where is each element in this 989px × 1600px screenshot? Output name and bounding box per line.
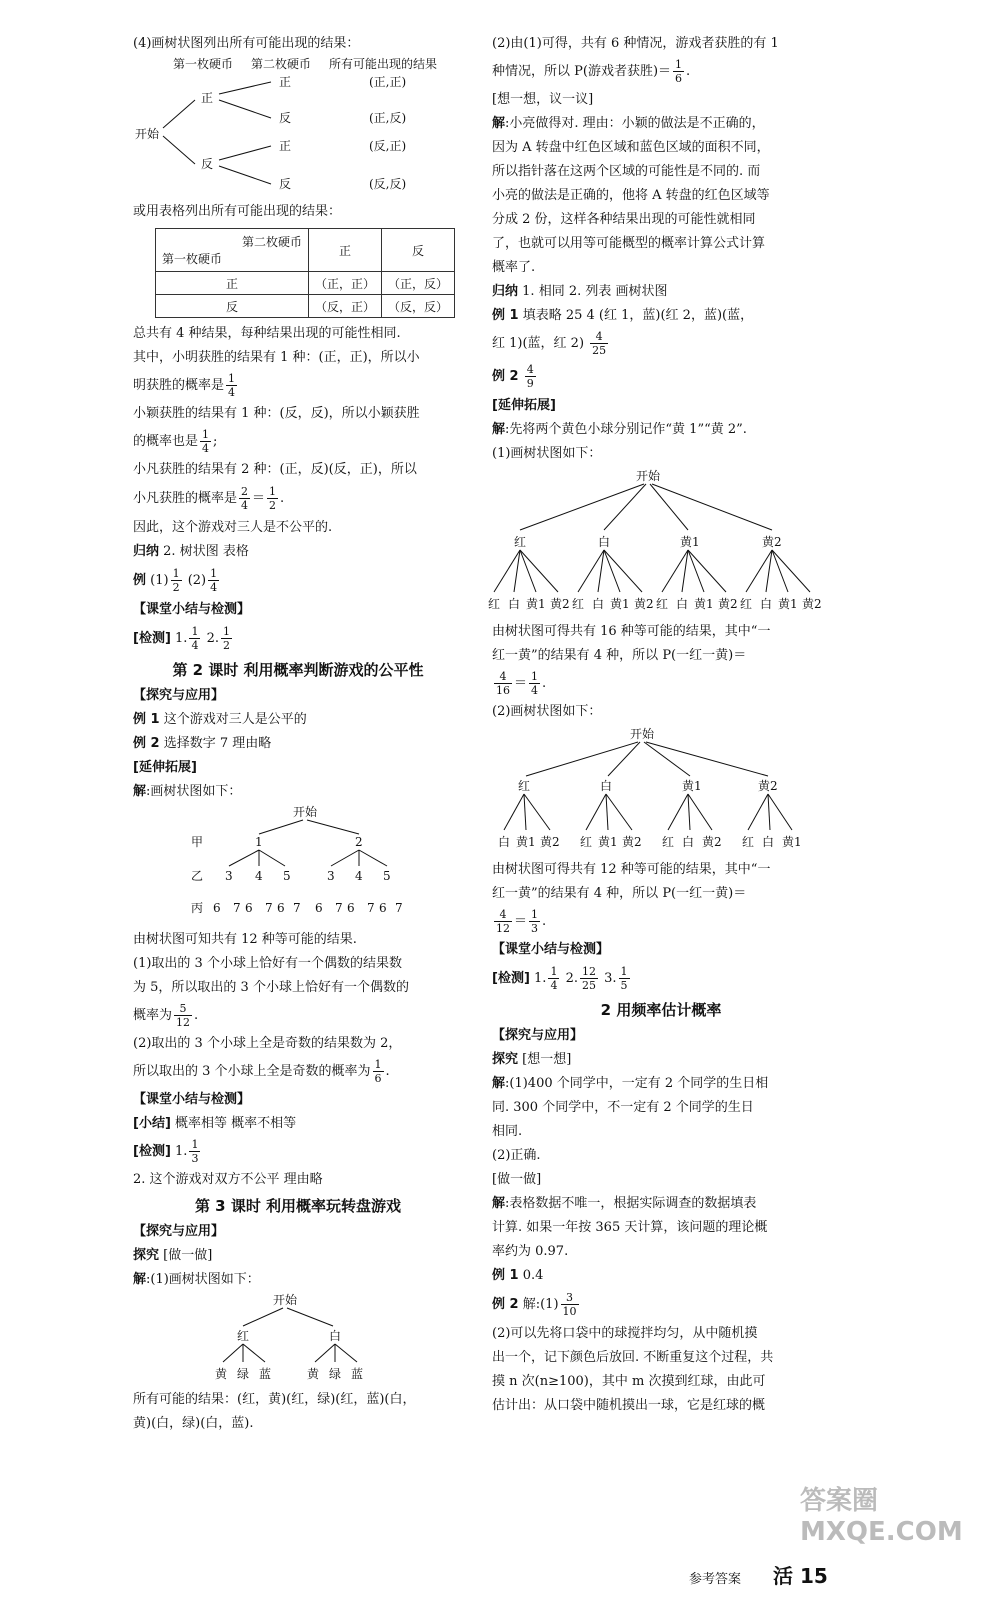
svg-text:5: 5 bbox=[283, 869, 291, 883]
text-line: 红一黄”的结果有 4 种，所以 P(一红一黄)＝ bbox=[492, 886, 747, 901]
svg-text:白: 白 bbox=[329, 1329, 342, 1343]
text-line: (4)画树状图列出所有可能出现的结果： bbox=[133, 36, 360, 51]
table-cell: （正，正） bbox=[309, 272, 382, 295]
fraction: $\frac{1}{3}$ bbox=[191, 1138, 199, 1165]
text-line: 探究 [做一做] bbox=[133, 1248, 213, 1263]
text-line: 摸 n 次(n≥100)，其中 m 次摸到红球，由此可 bbox=[492, 1374, 766, 1389]
table-header-second: 第二枚硬币 bbox=[241, 235, 302, 249]
svg-text:黄1: 黄1 bbox=[782, 835, 802, 849]
svg-text:黄1: 黄1 bbox=[516, 835, 536, 849]
fraction: $\frac{1}{4}$ bbox=[550, 965, 558, 992]
svg-text:3: 3 bbox=[225, 869, 233, 883]
svg-text:白: 白 bbox=[760, 597, 773, 611]
text-line: 由树状图可知共有 12 种等可能的结果. bbox=[133, 932, 357, 947]
text-line: 小颖获胜的结果有 1 种：(反，反)，所以小颖获胜 bbox=[133, 406, 420, 421]
text-line bbox=[133, 540, 463, 564]
svg-text:白: 白 bbox=[676, 597, 689, 611]
ball-tree-without-replacement bbox=[492, 724, 830, 854]
text-line: 探究 [想一想] bbox=[492, 1052, 572, 1067]
svg-text:白: 白 bbox=[762, 835, 775, 849]
svg-text:黄1: 黄1 bbox=[526, 597, 546, 611]
right-column bbox=[488, 32, 830, 1418]
text-line: (2)由(1)可得，共有 6 种情况，游戏者获胜的有 1 bbox=[492, 36, 779, 51]
svg-text:黄2: 黄2 bbox=[802, 597, 822, 611]
coin-outcome-table bbox=[155, 228, 455, 318]
fraction: $\frac{1}{4}$ bbox=[228, 372, 236, 399]
svg-text:白: 白 bbox=[600, 779, 613, 793]
section-label: [延伸拓展] bbox=[492, 398, 556, 413]
tree-header-first: 第一枚硬币 bbox=[173, 57, 234, 71]
svg-text:蓝: 蓝 bbox=[351, 1367, 364, 1381]
tree-node-zheng: 正 bbox=[201, 91, 214, 105]
text-line: 总共有 4 种结果，每种结果出现的可能性相同. bbox=[133, 326, 401, 341]
table-cell: 正 bbox=[156, 272, 309, 295]
page-number: 活 15 bbox=[773, 1564, 828, 1588]
text-line: 解:小亮做得对. 理由：小颖的做法是不正确的， bbox=[492, 116, 765, 131]
fraction: $\frac{1}{4}$ bbox=[202, 428, 210, 455]
text-line: 2. 这个游戏对双方不公平 理由略 bbox=[133, 1172, 323, 1187]
svg-text:4: 4 bbox=[355, 869, 363, 883]
text-line: (2)可以先将口袋中的球搅拌均匀，从中随机摸 bbox=[492, 1326, 758, 1341]
svg-text:红: 红 bbox=[572, 597, 585, 611]
fraction: $\frac{4}{25}$ bbox=[592, 330, 607, 357]
tree-start: 开始 bbox=[135, 127, 160, 141]
text-line: 因为 A 转盘中红色区域和蓝色区域的面积不同， bbox=[492, 140, 770, 155]
text-line: 或用表格列出所有可能出现的结果： bbox=[133, 204, 342, 219]
table-cell: （反，反） bbox=[382, 295, 455, 318]
text-span: 的概率也是 bbox=[133, 434, 199, 449]
tree-result: (正,反) bbox=[369, 111, 407, 125]
section-label: 【探究与应用】 bbox=[492, 1028, 584, 1043]
svg-text:黄1: 黄1 bbox=[778, 597, 798, 611]
tree-leaf: 反 bbox=[279, 111, 292, 125]
text-line: 的概率也是 $\frac{1}{4}$ ; bbox=[133, 428, 218, 455]
text-line: (2)正确. bbox=[492, 1148, 541, 1163]
text-span: 小凡获胜的概率是 bbox=[133, 491, 238, 506]
text-line: 归纳 1. 相同 2. 列表 画树状图 bbox=[492, 284, 668, 299]
svg-text:2: 2 bbox=[355, 835, 363, 849]
svg-text:黄2: 黄2 bbox=[718, 597, 738, 611]
text-line: (2)画树状图如下： bbox=[492, 704, 602, 719]
text-line: 红 1)(蓝，红 2) $\frac{4}{25}$ bbox=[492, 330, 607, 357]
text-line: 黄)(白，绿)(白，蓝). bbox=[133, 1416, 254, 1431]
text-line: 解:表格数据不唯一，根据实际调查的数据填表 bbox=[492, 1196, 757, 1211]
text-line: [检测] 1. $\frac{1}{4}$ 2. $\frac{1}{2}$ bbox=[133, 625, 230, 652]
text-line: 概率了. bbox=[492, 260, 536, 275]
label-guina: 归纳 bbox=[133, 544, 160, 559]
svg-text:黄2: 黄2 bbox=[540, 835, 560, 849]
fraction: $\frac{1}{4}$ bbox=[531, 670, 539, 697]
text-line: 解:先将两个黄色小球分别记作“黄 1”“黄 2”. bbox=[492, 422, 747, 437]
text-line: 解:(1)画树状图如下： bbox=[133, 1272, 260, 1287]
text-line: [检测] 1. $\frac{1}{4}$ 2. $\frac{12}{25}$ 3. $\frac{1}{5}$ bbox=[492, 965, 628, 992]
text-line: 率约为 0.97. bbox=[492, 1244, 569, 1259]
text-line: 所以指针落在这两个区域的可能性是不同的. 而 bbox=[492, 164, 761, 179]
svg-text:7: 7 bbox=[293, 901, 301, 915]
text-line: 为 5，所以取出的 3 个小球上恰好有一个偶数的 bbox=[133, 980, 409, 995]
text-line: 例 1 这个游戏对三人是公平的 bbox=[133, 712, 307, 727]
svg-text:6: 6 bbox=[347, 901, 355, 915]
text-line: 解:画树状图如下： bbox=[133, 784, 242, 799]
text-line: 其中，小明获胜的结果有 1 种：(正，正)，所以小 bbox=[133, 350, 420, 365]
text-line: (1)画树状图如下： bbox=[492, 446, 602, 461]
svg-text:黄1: 黄1 bbox=[680, 535, 700, 549]
svg-text:7: 7 bbox=[367, 901, 375, 915]
section-label: 【课堂小结与检测】 bbox=[133, 1092, 251, 1107]
text-line: 因此，这个游戏对三人是不公平的. bbox=[133, 520, 333, 535]
svg-text:6: 6 bbox=[213, 901, 221, 915]
svg-text:乙: 乙 bbox=[191, 869, 204, 883]
table-header-first: 第一枚硬币 bbox=[162, 252, 223, 266]
svg-text:红: 红 bbox=[488, 597, 501, 611]
fraction: $\frac{2}{4}$ bbox=[241, 485, 249, 512]
svg-text:5: 5 bbox=[383, 869, 391, 883]
svg-text:开始: 开始 bbox=[293, 805, 318, 819]
watermark-logo: 答案圈 MXQE.COM bbox=[800, 1486, 963, 1547]
text-line: [小结] 概率相等 概率不相等 bbox=[133, 1116, 297, 1131]
label-check: [检测] bbox=[133, 631, 171, 646]
text-line: 相同. bbox=[492, 1124, 523, 1139]
text-line: $\frac{4}{16}$ ＝ $\frac{1}{4}$ . bbox=[496, 670, 547, 697]
table-col-header: 反 bbox=[382, 229, 455, 272]
text-line: 解:(1)400 个同学中，一定有 2 个同学的生日相 bbox=[492, 1076, 769, 1091]
svg-text:红: 红 bbox=[237, 1329, 250, 1343]
svg-text:黄2: 黄2 bbox=[622, 835, 642, 849]
tree-result: (正,正) bbox=[369, 75, 407, 89]
text-line: 由树状图可得共有 16 种等可能的结果，其中“一 bbox=[492, 624, 771, 639]
svg-text:白: 白 bbox=[508, 597, 521, 611]
svg-text:黄2: 黄2 bbox=[634, 597, 654, 611]
text-line: 例 2 选择数字 7 理由略 bbox=[133, 736, 272, 751]
table-col-header: 正 bbox=[309, 229, 382, 272]
text-line: 由树状图可得共有 12 种等可能的结果，其中“一 bbox=[492, 862, 771, 877]
fraction: $\frac{4}{12}$ bbox=[496, 908, 510, 935]
fraction: $\frac{1}{4}$ bbox=[191, 625, 199, 652]
text-line: 了，也就可以用等可能概型的概率计算公式计算 bbox=[492, 236, 766, 251]
fraction: $\frac{1}{5}$ bbox=[620, 965, 628, 992]
table-row bbox=[156, 295, 455, 318]
svg-text:白: 白 bbox=[498, 835, 511, 849]
tree-leaf: 正 bbox=[279, 139, 292, 153]
ball-tree-diagram bbox=[133, 804, 463, 924]
text-line: 概率为 $\frac{5}{12}$ . bbox=[133, 1002, 199, 1029]
svg-text:6: 6 bbox=[315, 901, 323, 915]
text-line: 计算. 如果一年按 365 天计算，该问题的理论概 bbox=[492, 1220, 768, 1235]
svg-text:蓝: 蓝 bbox=[259, 1367, 272, 1381]
svg-text:绿: 绿 bbox=[329, 1367, 342, 1381]
text-line: 估计出：从口袋中随机摸出一球，它是红球的概 bbox=[492, 1398, 766, 1413]
svg-text:红: 红 bbox=[662, 835, 675, 849]
fraction: $\frac{1}{2}$ bbox=[222, 625, 230, 652]
fraction: $\frac{1}{4}$ bbox=[210, 567, 218, 594]
text-line bbox=[133, 370, 463, 402]
svg-text:绿: 绿 bbox=[237, 1367, 250, 1381]
svg-text:黄1: 黄1 bbox=[694, 597, 714, 611]
fraction: $\frac{1}{2}$ bbox=[269, 485, 277, 512]
section-label: 【课堂小结与检测】 bbox=[133, 602, 251, 617]
text-line: 所以取出的 3 个小球上全是奇数的概率为 $\frac{1}{6}$ . bbox=[133, 1058, 390, 1085]
tree-result: (反,正) bbox=[369, 139, 407, 153]
text-line: [想一想，议一议] bbox=[492, 92, 594, 107]
text-line: 例 1 填表略 25 4 (红 1，蓝)(红 2，蓝)(蓝， bbox=[492, 308, 754, 323]
table-cell: 反 bbox=[156, 295, 309, 318]
text-line: 分成 2 份，这样各种结果出现的可能性就相同 bbox=[492, 212, 756, 227]
text-line bbox=[133, 564, 463, 598]
lesson-title: 第 3 课时 利用概率玩转盘游戏 bbox=[194, 1197, 402, 1215]
fraction: $\frac{4}{16}$ bbox=[496, 670, 510, 697]
svg-text:红: 红 bbox=[740, 597, 753, 611]
svg-text:黄1: 黄1 bbox=[610, 597, 630, 611]
text-line: [做一做] bbox=[492, 1172, 542, 1187]
footer-label: 参考答案 bbox=[689, 1572, 742, 1587]
table-corner-cell bbox=[156, 229, 309, 272]
svg-text:红: 红 bbox=[514, 535, 527, 549]
section-label: 【课堂小结与检测】 bbox=[492, 942, 610, 957]
svg-text:红: 红 bbox=[518, 779, 531, 793]
lesson-title: 2 用频率估计概率 bbox=[600, 1001, 722, 1019]
svg-text:白: 白 bbox=[598, 535, 611, 549]
text-line: 出一个，记下颜色后放回. 不断重复这个过程，共 bbox=[492, 1350, 774, 1365]
spinner-tree-diagram bbox=[133, 1292, 463, 1384]
svg-text:黄2: 黄2 bbox=[550, 597, 570, 611]
tree-header-result: 所有可能出现的结果 bbox=[329, 57, 438, 71]
text-span: (2) bbox=[187, 573, 207, 588]
svg-text:红: 红 bbox=[656, 597, 669, 611]
svg-text:黄: 黄 bbox=[307, 1367, 320, 1381]
svg-text:黄2: 黄2 bbox=[758, 779, 778, 793]
svg-text:3: 3 bbox=[327, 869, 335, 883]
svg-text:丙: 丙 bbox=[191, 901, 204, 915]
fraction: $\frac{1}{2}$ bbox=[172, 567, 180, 594]
svg-text:黄1: 黄1 bbox=[598, 835, 618, 849]
svg-text:红: 红 bbox=[742, 835, 755, 849]
fraction: $\frac{1}{6}$ bbox=[675, 58, 683, 85]
fraction: $\frac{12}{25}$ bbox=[581, 965, 596, 992]
text-line: $\frac{4}{12}$ ＝ $\frac{1}{3}$ . bbox=[496, 908, 547, 935]
tree-node-fan: 反 bbox=[201, 157, 214, 171]
section-label: 【探究与应用】 bbox=[133, 688, 225, 703]
svg-text:开始: 开始 bbox=[630, 727, 655, 741]
svg-text:黄1: 黄1 bbox=[682, 779, 702, 793]
tree-leaf: 反 bbox=[279, 177, 292, 191]
text-span: (1) bbox=[150, 573, 169, 588]
table-cell: （正，反） bbox=[382, 272, 455, 295]
svg-text:甲: 甲 bbox=[191, 835, 204, 849]
text-span: 2. 树状图 表格 bbox=[163, 544, 249, 559]
svg-text:6: 6 bbox=[277, 901, 285, 915]
fraction: $\frac{5}{12}$ bbox=[176, 1002, 191, 1029]
svg-text:红: 红 bbox=[580, 835, 593, 849]
svg-text:白: 白 bbox=[682, 835, 695, 849]
text-line: [检测] 1. $\frac{1}{3}$ bbox=[133, 1138, 199, 1165]
svg-text:开始: 开始 bbox=[273, 1293, 298, 1307]
svg-text:7: 7 bbox=[265, 901, 273, 915]
text-line: 小凡获胜的概率是 $\frac{2}{4}$ ＝ $\frac{1}{2}$ . bbox=[133, 485, 285, 512]
text-line: 例 1 0.4 bbox=[492, 1268, 544, 1283]
svg-text:4: 4 bbox=[255, 869, 263, 883]
text-line: (2)取出的 3 个小球上全是奇数的结果数为 2， bbox=[133, 1036, 402, 1051]
coin-tree-diagram bbox=[133, 56, 463, 196]
svg-text:7: 7 bbox=[233, 901, 241, 915]
label-example: 例 bbox=[133, 573, 147, 588]
ball-tree-with-replacement bbox=[488, 466, 830, 616]
text-line: 种情况，所以 P(游戏者获胜)＝ $\frac{1}{6}$ . bbox=[492, 58, 691, 85]
text-span: 明获胜的概率是 bbox=[133, 378, 225, 393]
svg-text:6: 6 bbox=[245, 901, 253, 915]
svg-text:黄: 黄 bbox=[215, 1367, 228, 1381]
tree-leaf: 正 bbox=[279, 75, 292, 89]
lesson-title: 第 2 课时 利用概率判断游戏的公平性 bbox=[172, 661, 424, 679]
svg-text:黄2: 黄2 bbox=[702, 835, 722, 849]
table-row bbox=[156, 272, 455, 295]
svg-text:白: 白 bbox=[592, 597, 605, 611]
text-line: (1)取出的 3 个小球上恰好有一个偶数的结果数 bbox=[133, 956, 402, 971]
svg-text:6: 6 bbox=[379, 901, 387, 915]
fraction: $\frac{1}{3}$ bbox=[531, 908, 539, 935]
fraction: $\frac{1}{6}$ bbox=[374, 1058, 382, 1085]
text-line: 红一黄”的结果有 4 种，所以 P(一红一黄)＝ bbox=[492, 648, 747, 663]
left-column bbox=[133, 32, 463, 1436]
text-line: 小凡获胜的结果有 2 种：(正，反)(反，正)，所以 bbox=[133, 462, 417, 477]
table-cell: （反，正） bbox=[309, 295, 382, 318]
fraction: $\frac{4}{9}$ bbox=[526, 363, 534, 390]
tree-header-second: 第二枚硬币 bbox=[251, 57, 312, 71]
svg-text:7: 7 bbox=[335, 901, 343, 915]
text-line: 所有可能的结果：(红，黄)(红，绿)(红，蓝)(白， bbox=[133, 1392, 416, 1407]
fraction: $\frac{3}{10}$ bbox=[562, 1291, 577, 1318]
text-line: 例 2 解:(1) $\frac{3}{10}$ bbox=[492, 1291, 577, 1318]
svg-text:1: 1 bbox=[255, 835, 263, 849]
svg-text:开始: 开始 bbox=[636, 469, 661, 483]
text-line: 小亮的做法是正确的，他将 A 转盘的红色区域等 bbox=[492, 188, 770, 203]
text-line: 同. 300 个同学中，不一定有 2 个同学的生日 bbox=[492, 1100, 754, 1115]
svg-text:黄2: 黄2 bbox=[762, 535, 782, 549]
text-line: 例 2 $\frac{4}{9}$ bbox=[492, 363, 534, 390]
section-label: 【探究与应用】 bbox=[133, 1224, 225, 1239]
section-label: [延伸拓展] bbox=[133, 760, 197, 775]
svg-text:7: 7 bbox=[395, 901, 403, 915]
tree-result: (反,反) bbox=[369, 177, 407, 191]
